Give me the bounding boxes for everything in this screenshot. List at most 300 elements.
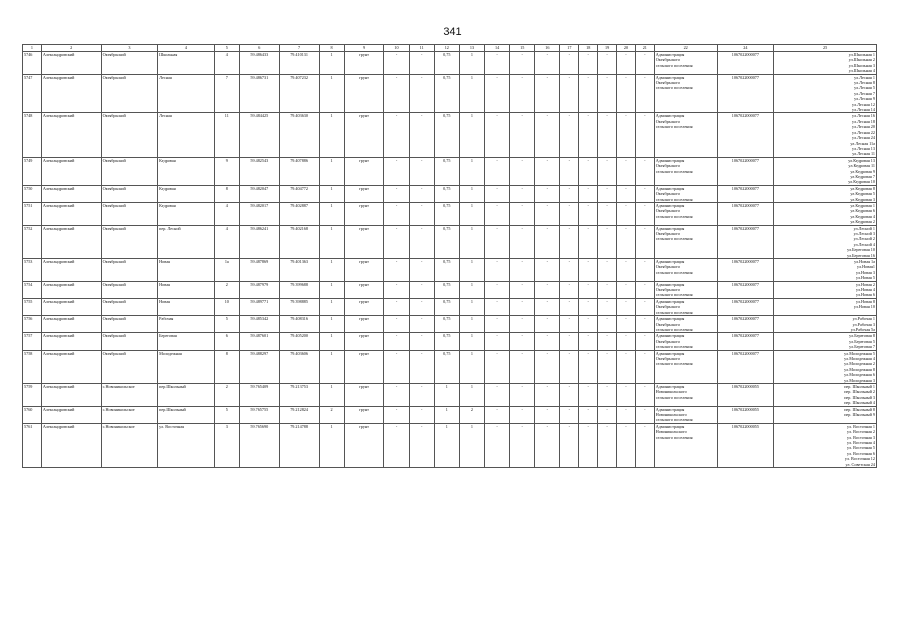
table-cell: 79.402887 bbox=[279, 202, 319, 225]
column-header: 8 bbox=[319, 45, 344, 52]
table-cell: - bbox=[560, 316, 579, 333]
table-cell: - bbox=[485, 259, 510, 282]
address-line: ул.Лесная 8 bbox=[854, 80, 875, 86]
table-cell: - bbox=[560, 383, 579, 406]
table-cell: 59.482047 bbox=[239, 185, 279, 202]
table-cell: 8 bbox=[214, 185, 239, 202]
administration-cell bbox=[654, 333, 717, 350]
table-cell: 3 bbox=[214, 423, 239, 467]
administration-line: сельского поселения bbox=[655, 344, 693, 350]
table-cell: Октябрьский bbox=[101, 157, 158, 185]
address-line: ул. Советская 24 bbox=[845, 461, 875, 467]
table-cell: - bbox=[485, 157, 510, 185]
administration-line: Новоникольского bbox=[655, 389, 687, 395]
table-cell: - bbox=[535, 350, 560, 383]
address-line: пер. Школьный 4 bbox=[844, 400, 875, 406]
table-cell: - bbox=[535, 316, 560, 333]
ogrn-cell: 1067022000077 bbox=[717, 113, 774, 157]
table-cell: - bbox=[579, 298, 598, 315]
table-cell: Новая bbox=[158, 281, 215, 298]
table-header bbox=[23, 45, 877, 52]
table-cell: 4 bbox=[214, 202, 239, 225]
table-cell: - bbox=[485, 202, 510, 225]
table-cell: - bbox=[485, 316, 510, 333]
table-cell: - bbox=[598, 225, 617, 258]
address-line: ул.Новая 6 bbox=[855, 292, 875, 298]
column-header: 19 bbox=[598, 45, 617, 52]
address-line: ул. Восточная 5 bbox=[847, 445, 875, 451]
column-header: 2 bbox=[41, 45, 101, 52]
table-cell: грунт bbox=[344, 383, 384, 406]
table-cell: 5760 bbox=[23, 406, 42, 423]
address-line: ул.Молодежная 5 bbox=[844, 350, 875, 356]
table-cell: 2 bbox=[459, 406, 484, 423]
address-line: ул.Береговая 16 bbox=[847, 252, 875, 258]
table-row bbox=[23, 157, 877, 185]
table-cell: - bbox=[617, 74, 636, 113]
table-cell: 1 bbox=[319, 423, 344, 467]
table-cell: - bbox=[617, 113, 636, 157]
ogrn-cell: 1067022000077 bbox=[717, 316, 774, 333]
table-cell: - bbox=[384, 350, 409, 383]
address-line: ул.Лесная 20 bbox=[852, 124, 875, 130]
table-cell: - bbox=[598, 74, 617, 113]
administration-line: сельского поселения bbox=[655, 213, 693, 219]
address-line: ул.Лесная 11а bbox=[850, 140, 875, 146]
table-cell: - bbox=[635, 185, 654, 202]
table-cell: - bbox=[617, 350, 636, 383]
address-line: ул.Кедровая 4 bbox=[850, 213, 875, 219]
table-cell: - bbox=[535, 383, 560, 406]
address-line: ул.Кедровая 1 bbox=[850, 202, 875, 208]
table-cell: - bbox=[485, 185, 510, 202]
administration-line: Администрация bbox=[655, 157, 685, 163]
table-cell: 79.399688 bbox=[279, 281, 319, 298]
table-cell: 59.765690 bbox=[239, 423, 279, 467]
table-cell: - bbox=[617, 185, 636, 202]
table-cell: 59.489771 bbox=[239, 298, 279, 315]
administration-line: сельского поселения bbox=[655, 168, 693, 174]
table-cell: 5749 bbox=[23, 157, 42, 185]
address-line: пер. Школьный 8 bbox=[844, 406, 875, 412]
table-cell: 1 bbox=[319, 52, 344, 75]
table-cell: - bbox=[635, 202, 654, 225]
table-cell: 0,75 bbox=[434, 202, 459, 225]
administration-line: сельского поселения bbox=[655, 269, 693, 275]
administration-line: сельского поселения bbox=[655, 85, 693, 91]
table-cell: - bbox=[510, 298, 535, 315]
address-line: ул.Молодежная 6 bbox=[844, 372, 875, 378]
table-cell: - bbox=[384, 423, 409, 467]
table-cell: 59.482017 bbox=[239, 202, 279, 225]
table-cell: - bbox=[510, 316, 535, 333]
addresses-cell bbox=[774, 383, 877, 406]
table-cell: - bbox=[384, 316, 409, 333]
address-line: ул.Береговая 8 bbox=[849, 333, 875, 339]
addresses-cell bbox=[774, 350, 877, 383]
table-cell: - bbox=[617, 202, 636, 225]
table-cell: - bbox=[579, 185, 598, 202]
table-cell: 1 bbox=[459, 74, 484, 113]
table-cell: - bbox=[579, 333, 598, 350]
table-cell: 2 bbox=[214, 383, 239, 406]
administration-line: Администрация bbox=[655, 350, 685, 356]
table-cell: - bbox=[384, 333, 409, 350]
table-cell: грунт bbox=[344, 225, 384, 258]
address-line: ул. Восточная 1 bbox=[847, 423, 875, 429]
table-cell: Октябрьский bbox=[101, 113, 158, 157]
table-cell: 1 bbox=[319, 202, 344, 225]
table-cell: 4 bbox=[214, 52, 239, 75]
table-cell: 5754 bbox=[23, 281, 42, 298]
table-cell: Кедровая bbox=[158, 185, 215, 202]
table-cell: грунт bbox=[344, 298, 384, 315]
table-cell: Кедровая bbox=[158, 157, 215, 185]
table-cell: - bbox=[535, 333, 560, 350]
table-cell: - bbox=[560, 423, 579, 467]
table-row bbox=[23, 333, 877, 350]
table-cell: Александровский bbox=[41, 281, 101, 298]
administration-cell bbox=[654, 185, 717, 202]
address-line: ул.Школьная 2 bbox=[848, 57, 875, 63]
table-cell: Октябрьский bbox=[101, 225, 158, 258]
table-cell: - bbox=[560, 202, 579, 225]
administration-cell bbox=[654, 52, 717, 75]
table-cell: - bbox=[409, 383, 434, 406]
table-cell: 1 bbox=[319, 185, 344, 202]
table-cell: 79.410131 bbox=[279, 52, 319, 75]
address-line: ул.Кедровая 10 bbox=[848, 179, 875, 185]
table-cell: ул. Восточная bbox=[158, 423, 215, 467]
address-line: ул.Лесной 1 bbox=[853, 225, 875, 231]
addresses-cell bbox=[774, 423, 877, 467]
table-cell: грунт bbox=[344, 316, 384, 333]
table-cell: - bbox=[510, 423, 535, 467]
ogrn-cell: 1067022000077 bbox=[717, 225, 774, 258]
ogrn-cell: 1067022000077 bbox=[717, 185, 774, 202]
table-cell: - bbox=[617, 333, 636, 350]
table-row bbox=[23, 406, 877, 423]
table-cell: - bbox=[384, 406, 409, 423]
table-cell: - bbox=[485, 113, 510, 157]
table-cell: - bbox=[485, 74, 510, 113]
administration-line: Октябрьского bbox=[655, 163, 681, 169]
table-cell: 0,75 bbox=[434, 281, 459, 298]
address-line: ул.Лесная 11 bbox=[852, 151, 875, 157]
address-line: пер. Школьный 3 bbox=[844, 394, 875, 400]
administration-line: сельского поселения bbox=[655, 62, 693, 68]
administration-line: сельского поселения bbox=[655, 124, 693, 130]
table-cell: грунт bbox=[344, 74, 384, 113]
table-cell: 1а bbox=[214, 259, 239, 282]
table-cell: - bbox=[598, 383, 617, 406]
table-cell: 1 bbox=[459, 225, 484, 258]
address-line: ул.Школьная 1 bbox=[848, 52, 875, 57]
table-cell: 5753 bbox=[23, 259, 42, 282]
administration-line: Октябрьского bbox=[655, 118, 681, 124]
table-cell: 59.484425 bbox=[239, 113, 279, 157]
table-cell: - bbox=[384, 113, 409, 157]
table-cell: - bbox=[598, 350, 617, 383]
table-cell: - bbox=[598, 406, 617, 423]
table-cell: грунт bbox=[344, 52, 384, 75]
table-cell: грунт bbox=[344, 185, 384, 202]
table-cell: - bbox=[635, 350, 654, 383]
table-cell: - bbox=[635, 423, 654, 467]
table-cell: 0,75 bbox=[434, 350, 459, 383]
table-cell: 79.398885 bbox=[279, 298, 319, 315]
table-cell: 1 bbox=[459, 333, 484, 350]
table-cell: - bbox=[510, 157, 535, 185]
table-cell: - bbox=[485, 423, 510, 467]
addresses-cell bbox=[774, 225, 877, 258]
ogrn-cell: 1067022000077 bbox=[717, 157, 774, 185]
addresses-cell bbox=[774, 74, 877, 113]
ogrn-cell: 1067022000077 bbox=[717, 298, 774, 315]
administration-cell bbox=[654, 113, 717, 157]
administration-cell bbox=[654, 298, 717, 315]
table-cell: Александровский bbox=[41, 185, 101, 202]
administration-line: сельского поселения bbox=[655, 361, 693, 367]
table-cell: 0,75 bbox=[434, 259, 459, 282]
table-cell: грунт bbox=[344, 350, 384, 383]
address-line: ул.Береговая 10 bbox=[847, 247, 875, 253]
address-line: ул.Новая 2 bbox=[855, 281, 875, 287]
table-cell: - bbox=[384, 74, 409, 113]
administration-line: Администрация bbox=[655, 74, 685, 80]
table-cell: - bbox=[560, 259, 579, 282]
table-cell: 1 bbox=[319, 350, 344, 383]
administration-line: Администрация bbox=[655, 383, 685, 389]
table-cell: - bbox=[598, 113, 617, 157]
column-header: 11 bbox=[409, 45, 434, 52]
table-row bbox=[23, 52, 877, 75]
table-cell: - bbox=[510, 406, 535, 423]
table-cell: - bbox=[409, 157, 434, 185]
table-cell: Александровский bbox=[41, 52, 101, 75]
table-cell: 59.765755 bbox=[239, 406, 279, 423]
table-cell: Лесная bbox=[158, 113, 215, 157]
table-cell: 59.486433 bbox=[239, 52, 279, 75]
administration-line: сельского поселения bbox=[655, 196, 693, 202]
column-header: 16 bbox=[535, 45, 560, 52]
table-cell: пер.Школьный bbox=[158, 406, 215, 423]
table-cell: Александровский bbox=[41, 406, 101, 423]
column-header: 22 bbox=[654, 45, 717, 52]
table-cell: 0,75 bbox=[434, 52, 459, 75]
table-cell: - bbox=[635, 52, 654, 75]
table-cell: - bbox=[485, 298, 510, 315]
table-row bbox=[23, 281, 877, 298]
table-cell: - bbox=[598, 259, 617, 282]
address-line: ул.Лесная 22 bbox=[852, 129, 875, 135]
addresses-cell bbox=[774, 113, 877, 157]
table-cell: 59.487869 bbox=[239, 259, 279, 282]
table-cell: - bbox=[617, 52, 636, 75]
table-cell: - bbox=[409, 406, 434, 423]
table-cell: Кедровая bbox=[158, 202, 215, 225]
table-row bbox=[23, 259, 877, 282]
table-cell: грунт bbox=[344, 202, 384, 225]
administration-cell bbox=[654, 259, 717, 282]
administration-line: сельского поселения bbox=[655, 434, 693, 440]
table-cell: - bbox=[598, 157, 617, 185]
table-cell: Октябрьский bbox=[101, 259, 158, 282]
table-cell: Октябрьский bbox=[101, 202, 158, 225]
table-cell: грунт bbox=[344, 423, 384, 467]
table-cell: - bbox=[635, 298, 654, 315]
table-cell: - bbox=[409, 316, 434, 333]
table-row bbox=[23, 185, 877, 202]
addresses-cell bbox=[774, 157, 877, 185]
table-cell: 1 bbox=[319, 333, 344, 350]
column-header: 7 bbox=[279, 45, 319, 52]
administration-line: Администрация bbox=[655, 423, 685, 429]
table-body bbox=[23, 52, 877, 468]
table-cell: 79.405200 bbox=[279, 333, 319, 350]
administration-cell bbox=[654, 316, 717, 333]
address-line: ул.Береговая 7 bbox=[849, 344, 875, 350]
table-row bbox=[23, 202, 877, 225]
address-line: ул. Восточная 2 bbox=[847, 429, 875, 435]
table-cell: 2 bbox=[214, 281, 239, 298]
table-cell: - bbox=[535, 202, 560, 225]
table-cell: - bbox=[409, 225, 434, 258]
column-header: 12 bbox=[434, 45, 459, 52]
table-cell: 0,75 bbox=[434, 113, 459, 157]
table-cell: Октябрьский bbox=[101, 185, 158, 202]
table-cell: - bbox=[485, 383, 510, 406]
table-cell: - bbox=[409, 259, 434, 282]
table-cell: - bbox=[510, 185, 535, 202]
address-line: ул.Лесная 24 bbox=[852, 135, 875, 141]
address-line: ул.Кедровая 5 bbox=[850, 191, 875, 197]
administration-line: Октябрьского bbox=[655, 321, 681, 327]
address-line: ул.Школьная 4 bbox=[848, 68, 875, 74]
table-cell: Александровский bbox=[41, 316, 101, 333]
column-header: 5 bbox=[214, 45, 239, 52]
table-cell: - bbox=[535, 406, 560, 423]
table-cell: - bbox=[409, 74, 434, 113]
address-line: ул.Рабочая 3 bbox=[852, 321, 875, 327]
table-cell: 9 bbox=[214, 157, 239, 185]
address-line: ул.Молодежная 2 bbox=[844, 361, 875, 367]
administration-line: сельского поселения bbox=[655, 236, 693, 242]
table-cell: - bbox=[510, 74, 535, 113]
table-cell: - bbox=[560, 406, 579, 423]
address-line: ул.Лесной 3 bbox=[853, 231, 875, 236]
table-cell: Александровский bbox=[41, 225, 101, 258]
table-cell: - bbox=[535, 298, 560, 315]
addresses-cell bbox=[774, 185, 877, 202]
ogrn-cell: 1067022000077 bbox=[717, 333, 774, 350]
address-line: ул.Новая 3 bbox=[855, 269, 875, 275]
registry-table bbox=[22, 44, 877, 468]
table-cell: 8 bbox=[214, 350, 239, 383]
table-cell: грунт bbox=[344, 113, 384, 157]
table-cell: - bbox=[384, 52, 409, 75]
table-cell: 1 bbox=[459, 423, 484, 467]
table-cell: - bbox=[535, 157, 560, 185]
address-line: ул.Лесная 5 bbox=[854, 85, 875, 91]
table-cell: - bbox=[617, 157, 636, 185]
table-cell: 1 bbox=[459, 113, 484, 157]
address-line: ул.Молодежная 4 bbox=[844, 355, 875, 361]
table-cell: Октябрьский bbox=[101, 281, 158, 298]
column-header: 17 bbox=[560, 45, 579, 52]
table-cell: - bbox=[384, 383, 409, 406]
table-cell: - bbox=[579, 350, 598, 383]
administration-line: Октябрьского bbox=[655, 57, 681, 63]
table-cell: 5756 bbox=[23, 316, 42, 333]
addresses-cell bbox=[774, 298, 877, 315]
administration-cell bbox=[654, 281, 717, 298]
table-cell: с.Новоникольское bbox=[101, 423, 158, 467]
table-cell: 1 bbox=[434, 423, 459, 467]
administration-line: Октябрьского bbox=[655, 355, 681, 361]
table-cell: - bbox=[384, 202, 409, 225]
page-number: 341 bbox=[443, 26, 462, 38]
address-line: ул.Школьная 3 bbox=[848, 62, 875, 68]
table-cell: Александровский bbox=[41, 113, 101, 157]
administration-line: сельского поселения bbox=[655, 394, 693, 400]
administration-line: сельского поселения bbox=[655, 417, 693, 423]
administration-cell bbox=[654, 383, 717, 406]
administration-line: Администрация bbox=[655, 113, 685, 119]
table-cell: Александровский bbox=[41, 298, 101, 315]
table-cell: 1 bbox=[319, 225, 344, 258]
table-cell: - bbox=[409, 350, 434, 383]
address-line: ул.Молодежная 3 bbox=[844, 377, 875, 383]
address-line: ул.Лесной 2 bbox=[853, 236, 875, 242]
table-cell: - bbox=[579, 225, 598, 258]
administration-cell bbox=[654, 225, 717, 258]
table-cell: - bbox=[617, 423, 636, 467]
header-row bbox=[23, 45, 877, 52]
address-line: ул.Молодежная 8 bbox=[844, 366, 875, 372]
table-cell: Новая bbox=[158, 259, 215, 282]
column-header: 18 bbox=[579, 45, 598, 52]
table-cell: - bbox=[510, 333, 535, 350]
table-cell: - bbox=[510, 383, 535, 406]
table-cell: 79.402168 bbox=[279, 225, 319, 258]
addresses-cell bbox=[774, 52, 877, 75]
table-cell: 79.403606 bbox=[279, 350, 319, 383]
address-line: ул. Восточная 4 bbox=[847, 440, 875, 446]
table-cell: 2 bbox=[319, 406, 344, 423]
table-cell: 1 bbox=[319, 113, 344, 157]
table-cell: - bbox=[617, 259, 636, 282]
table-cell: 0,75 bbox=[434, 298, 459, 315]
table-cell: - bbox=[560, 281, 579, 298]
table-cell: - bbox=[635, 74, 654, 113]
table-cell: Рабочая bbox=[158, 316, 215, 333]
table-row bbox=[23, 316, 877, 333]
table-cell: 0,75 bbox=[434, 157, 459, 185]
address-line: ул.Кедровая 11 bbox=[848, 163, 875, 169]
table-cell: Школьная bbox=[158, 52, 215, 75]
table-cell: Александровский bbox=[41, 333, 101, 350]
table-cell: - bbox=[409, 113, 434, 157]
table-cell: - bbox=[560, 333, 579, 350]
table-cell: - bbox=[485, 52, 510, 75]
table-cell: Молодежная bbox=[158, 350, 215, 383]
address-line: пер. Школьный 2 bbox=[844, 389, 875, 395]
table-cell: 1 bbox=[319, 281, 344, 298]
column-header: 1 bbox=[23, 45, 42, 52]
table-cell: - bbox=[598, 333, 617, 350]
administration-line: Октябрьского bbox=[655, 264, 681, 270]
